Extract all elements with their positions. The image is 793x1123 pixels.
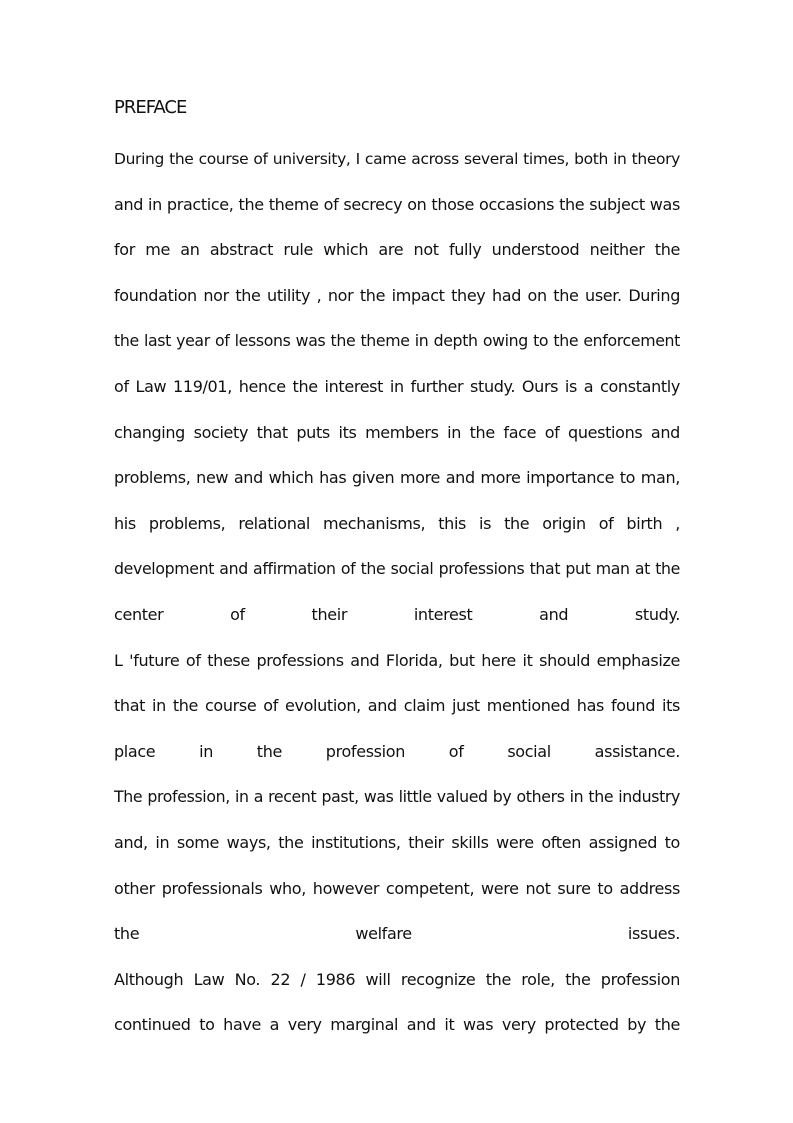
text-line: problems, new and which has given more and more importance to man, — [114, 468, 680, 488]
text-line: other professionals who, however competent, were not sure to address — [114, 878, 680, 898]
text-line: The profession, in a recent past, was little valued by others in the industry — [114, 787, 680, 807]
text-line: development and affirmation of the social professions that put man at the — [114, 559, 680, 579]
text-line: During the course of university, I came across several times, both in theory — [114, 150, 680, 168]
text-line: the welfare issues. — [114, 924, 680, 944]
text-line: continued to have a very marginal and it was very protected by the — [114, 1015, 680, 1035]
text-line: that in the course of evolution, and claim just mentioned has found its — [114, 696, 680, 716]
text-line: center of their interest and study. — [114, 604, 680, 624]
text-line: Although Law No. 22 / 1986 will recognize the role, the profession — [114, 969, 680, 989]
text-line: for me an abstract rule which are not fully understood neither the — [114, 240, 680, 260]
body-text — [114, 146, 680, 1058]
text-line: and, in some ways, the institutions, their skills were often assigned to — [114, 832, 680, 852]
text-line: and in practice, the theme of secrecy on those occasions the subject was — [114, 194, 680, 214]
text-line: his problems, relational mechanisms, this is the origin of birth , — [114, 513, 680, 533]
text-line: foundation nor the utility , nor the impact they had on the user. During — [114, 285, 680, 305]
text-line: of Law 119/01, hence the interest in further study. Ours is a constantly — [114, 376, 680, 396]
text-line: L 'future of these professions and Florida, but here it should emphasize — [114, 650, 680, 670]
text-line: the last year of lessons was the theme in depth owing to the enforcement — [114, 331, 680, 351]
page-title: PREFACE — [114, 97, 187, 118]
text-line: place in the profession of social assistance. — [114, 741, 680, 761]
text-line: changing society that puts its members in the face of questions and — [114, 422, 680, 442]
